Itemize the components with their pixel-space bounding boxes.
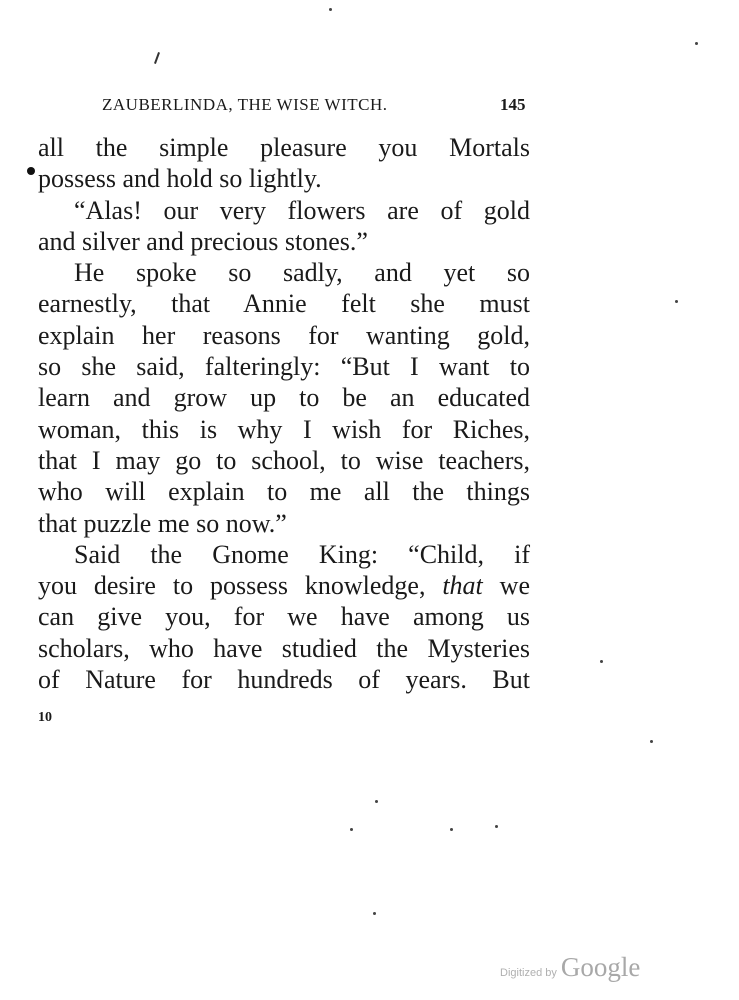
- watermark-prefix: Digitized by: [500, 967, 557, 979]
- text-line: scholars, who have studied the Mysteries: [38, 633, 530, 663]
- signature-mark: 10: [38, 710, 52, 725]
- text-line: who will explain to me all the things: [38, 477, 530, 507]
- speck: [495, 825, 498, 828]
- text-line: of Nature for hundreds of years. But: [38, 665, 530, 695]
- speck: [450, 828, 453, 831]
- text-line: “Alas! our very flowers are of gold: [74, 195, 530, 225]
- speck: [375, 800, 378, 803]
- digitized-watermark: [500, 952, 640, 983]
- stray-mark: [154, 52, 160, 64]
- running-title: ZAUBERLINDA, THE WISE WITCH.: [102, 95, 388, 114]
- text-line: Said the Gnome King: “Child, if: [74, 539, 530, 569]
- text-segment: we: [482, 571, 530, 601]
- speck: [650, 740, 653, 743]
- text-line: that I may go to school, to wise teachers,: [38, 445, 530, 475]
- italic-word: that: [442, 571, 483, 601]
- text-line: explain her reasons for wanting gold,: [38, 320, 530, 350]
- text-line: so she said, falteringly: “But I want to: [38, 352, 530, 382]
- speck: [675, 300, 678, 303]
- speck: [600, 660, 603, 663]
- text-line: possess and hold so lightly.: [38, 164, 322, 194]
- google-logo: Google: [560, 952, 641, 982]
- text-line: learn and grow up to be an educated: [38, 383, 530, 413]
- text-line: all the simple pleasure you Mortals: [38, 133, 530, 162]
- text-line: earnestly, that Annie felt she must: [38, 289, 530, 319]
- text-segment: you desire to possess knowledge,: [38, 571, 443, 601]
- page-body: [38, 132, 530, 695]
- text-line: He spoke so sadly, and yet so: [74, 258, 530, 288]
- speck: [350, 828, 353, 831]
- text-line: and silver and precious stones.”: [38, 226, 368, 256]
- text-line: woman, this is why I wish for Riches,: [38, 414, 530, 444]
- text-line: can give you, for we have among us: [38, 602, 530, 632]
- text-line-mixed: [38, 570, 530, 601]
- speck: [373, 912, 376, 915]
- ink-blot: [27, 167, 35, 175]
- text-line: that puzzle me so now.”: [38, 508, 287, 538]
- speck: [329, 8, 332, 11]
- page-number: 145: [500, 95, 526, 114]
- speck: [695, 42, 698, 45]
